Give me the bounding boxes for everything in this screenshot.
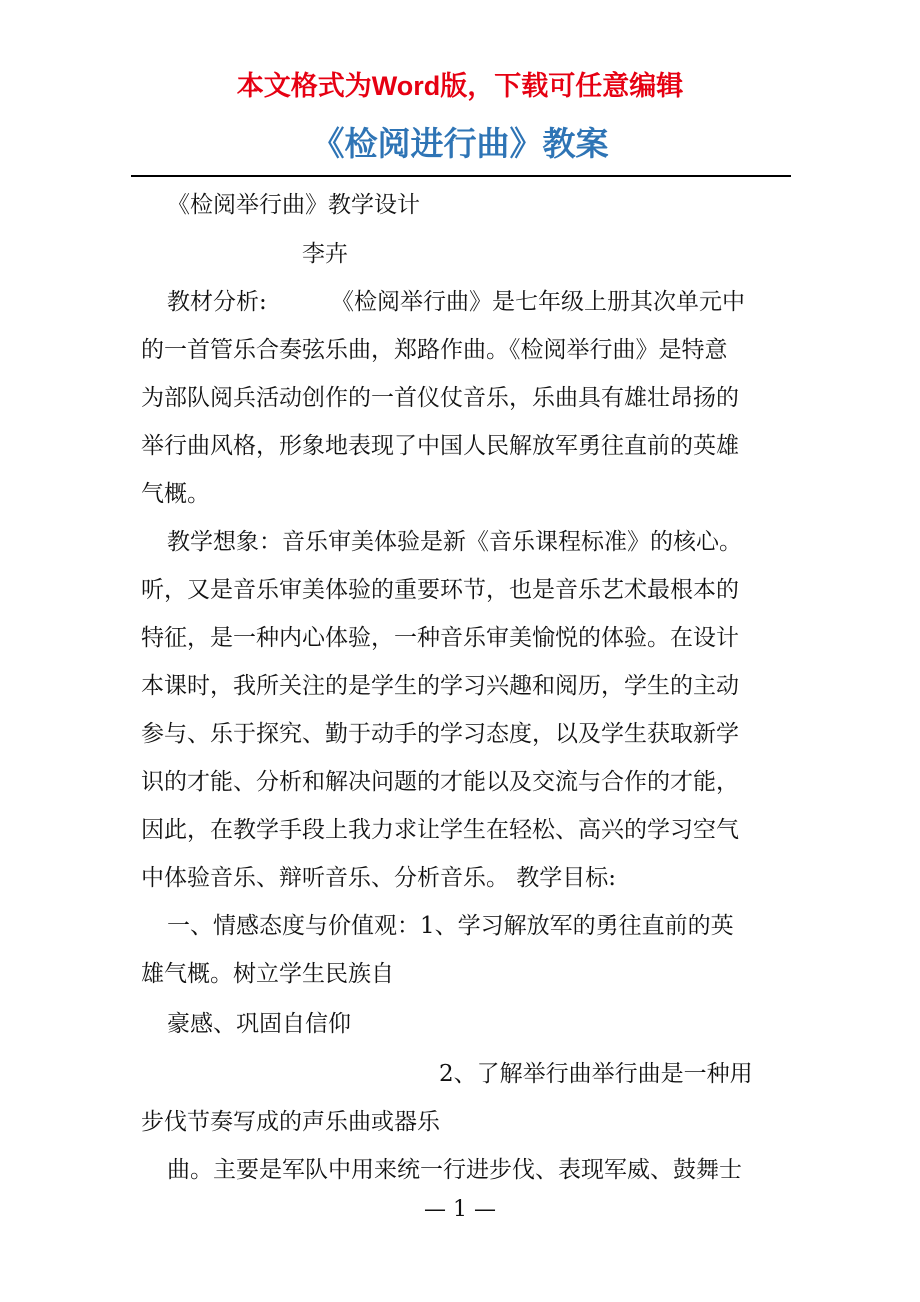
text-line: 教材分析: (167, 289, 267, 315)
text-line: 识的才能、分析和解决问题的才能以及交流与合作的才能， (141, 769, 739, 795)
text-line: 2、了解举行曲举行曲是一种用 (439, 1061, 753, 1087)
text-line: 曲。主要是军队中用来统一行进步伐、表现军威、鼓舞士 (167, 1157, 742, 1183)
text-line: 雄气概。树立学生民族自 (141, 961, 394, 987)
text-line: 特征，是一种内心体验，一种音乐审美愉悦的体验。在设计 (141, 625, 739, 651)
text-line: 《检阅举行曲》教学设计 (167, 192, 420, 218)
format-notice-banner: 本文格式为Word版，下载可任意编辑 (236, 71, 684, 101)
document-title: 《检阅进行曲》教案 (311, 124, 609, 163)
text-line: 的一首管乐合奏弦乐曲，郑路作曲。《检阅举行曲》是特意 (141, 337, 728, 363)
text-line: 因此，在教学手段上我力求让学生在轻松、高兴的学习空气 (141, 817, 739, 843)
text-line: 步伐节奏写成的声乐曲或器乐 (141, 1109, 440, 1135)
text-line: 一、情感态度与价值观：1、学习解放军的勇往直前的英 (167, 913, 734, 939)
text-line: 豪感、巩固自信仰 (167, 1011, 351, 1037)
text-line: 《检阅举行曲》是七年级上册其次单元中 (331, 289, 745, 315)
text-line: 气概。 (141, 481, 210, 507)
text-line: 中体验音乐、辩听音乐、分析音乐。 教学目标: (141, 865, 617, 891)
text-line: 本课时，我所关注的是学生的学习兴趣和阅历，学生的主动 (141, 673, 739, 699)
text-line: 参与、乐于探究、勤于动手的学习态度，以及学生获取新学 (141, 721, 739, 747)
text-line: 教学想象：音乐审美体验是新《音乐课程标准》的核心。 (167, 529, 742, 555)
title-divider (131, 175, 791, 177)
text-line: 李卉 (302, 241, 348, 267)
page-number: — 1 — (424, 1197, 496, 1222)
text-line: 听，又是音乐审美体验的重要环节，也是音乐艺术最根本的 (141, 577, 739, 603)
text-line: 举行曲风格，形象地表现了中国人民解放军勇往直前的英雄 (141, 433, 739, 459)
text-line: 为部队阅兵活动创作的一首仪仗音乐，乐曲具有雄壮昂扬的 (141, 385, 739, 411)
